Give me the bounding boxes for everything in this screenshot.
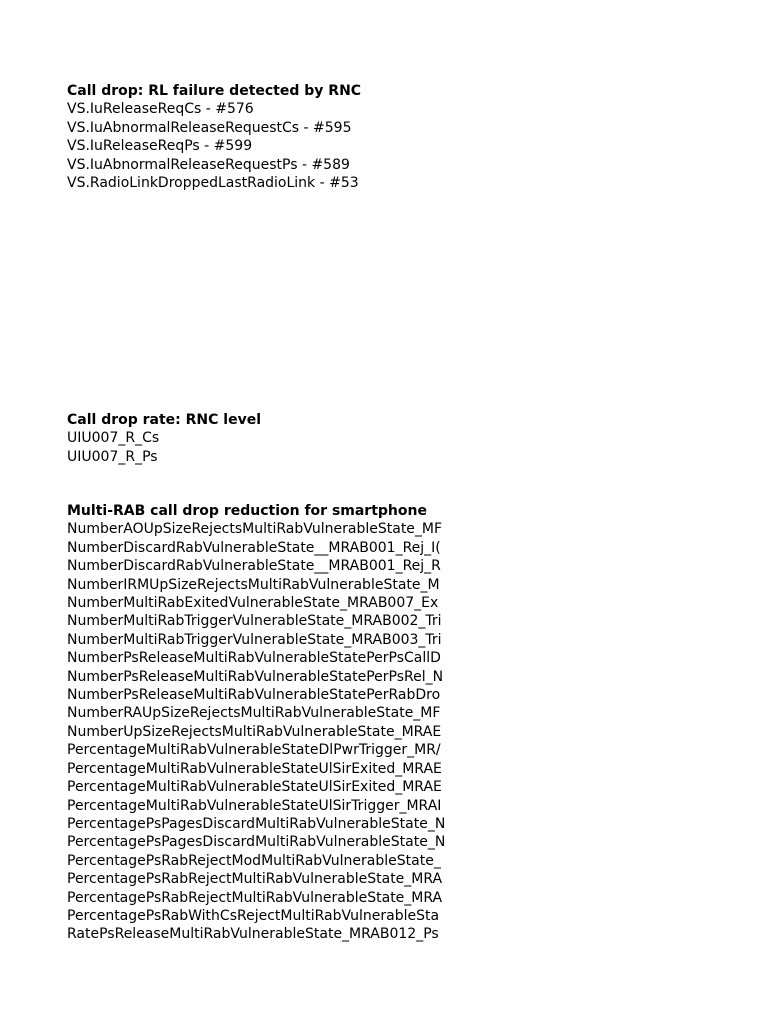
section-call-drop-rate bbox=[67, 411, 261, 466]
counter-line: VS.RadioLinkDroppedLastRadioLink - #53 bbox=[67, 175, 359, 192]
counter-line: PercentageMultiRabVulnerableStateUlSirExited_MRAE bbox=[67, 779, 442, 796]
counter-line: UIU007_R_Ps bbox=[67, 448, 158, 465]
section-multi-rab bbox=[67, 502, 445, 944]
counter-line: NumberMultiRabTriggerVulnerableState_MRAB003_Tri bbox=[67, 631, 442, 648]
section-heading: Call drop: RL failure detected by RNC bbox=[67, 83, 362, 99]
counter-line: RatePsReleaseMultiRabVulnerableState_MRAB012_Ps bbox=[67, 926, 439, 943]
counter-line: NumberAOUpSizeRejectsMultiRabVulnerableState_MF bbox=[67, 521, 443, 538]
counter-line: PercentageMultiRabVulnerableStateUlSirExited_MRAE bbox=[67, 760, 442, 777]
counter-line: UIU007_R_Cs bbox=[67, 430, 160, 447]
counter-line: NumberDiscardRabVulnerableState__MRAB001_Rej_I( bbox=[67, 539, 441, 556]
counter-line: PercentagePsRabRejectModMultiRabVulnerableState_ bbox=[67, 852, 441, 869]
counter-line: VS.IuAbnormalReleaseRequestCs - #595 bbox=[67, 119, 352, 136]
counter-line: PercentagePsPagesDiscardMultiRabVulnerableState_N bbox=[67, 834, 445, 851]
counter-line: NumberMultiRabExitedVulnerableState_MRAB007_Ex bbox=[67, 595, 439, 612]
counter-line: PercentagePsRabRejectMultiRabVulnerableState_MRA bbox=[67, 871, 443, 888]
counter-line: PercentagePsPagesDiscardMultiRabVulnerableState_N bbox=[67, 815, 445, 832]
section-heading: Multi-RAB call drop reduction for smartphone bbox=[67, 503, 427, 519]
counter-line: PercentagePsRabRejectMultiRabVulnerableState_MRA bbox=[67, 889, 443, 906]
counter-line: PercentageMultiRabVulnerableStateDlPwrTrigger_MR/ bbox=[67, 742, 441, 759]
counter-line: NumberIRMUpSizeRejectsMultiRabVulnerableState_M bbox=[67, 576, 440, 593]
section-heading: Call drop rate: RNC level bbox=[67, 412, 262, 428]
counter-line: NumberRAUpSizeRejectsMultiRabVulnerableState_MF bbox=[67, 705, 441, 722]
section-rl-failure bbox=[67, 82, 361, 192]
counter-line: PercentageMultiRabVulnerableStateUlSirTrigger_MRAI bbox=[67, 797, 442, 814]
counter-line: NumberDiscardRabVulnerableState__MRAB001_Rej_R bbox=[67, 558, 441, 575]
counter-line: NumberPsReleaseMultiRabVulnerableStatePerRabDro bbox=[67, 687, 441, 704]
counter-line: NumberUpSizeRejectsMultiRabVulnerableState_MRAE bbox=[67, 723, 442, 740]
counter-line: VS.IuReleaseReqPs - #599 bbox=[67, 138, 253, 155]
counter-line: NumberPsReleaseMultiRabVulnerableStatePerPsRel_N bbox=[67, 668, 444, 685]
counter-line: VS.IuAbnormalReleaseRequestPs - #589 bbox=[67, 156, 350, 173]
counter-line: NumberPsReleaseMultiRabVulnerableStatePerPsCallD bbox=[67, 650, 441, 667]
counter-line: NumberMultiRabTriggerVulnerableState_MRAB002_Tri bbox=[67, 613, 442, 630]
counter-line: PercentagePsRabWithCsRejectMultiRabVulnerableSta bbox=[67, 907, 440, 924]
counter-line: VS.IuReleaseReqCs - #576 bbox=[67, 101, 254, 118]
